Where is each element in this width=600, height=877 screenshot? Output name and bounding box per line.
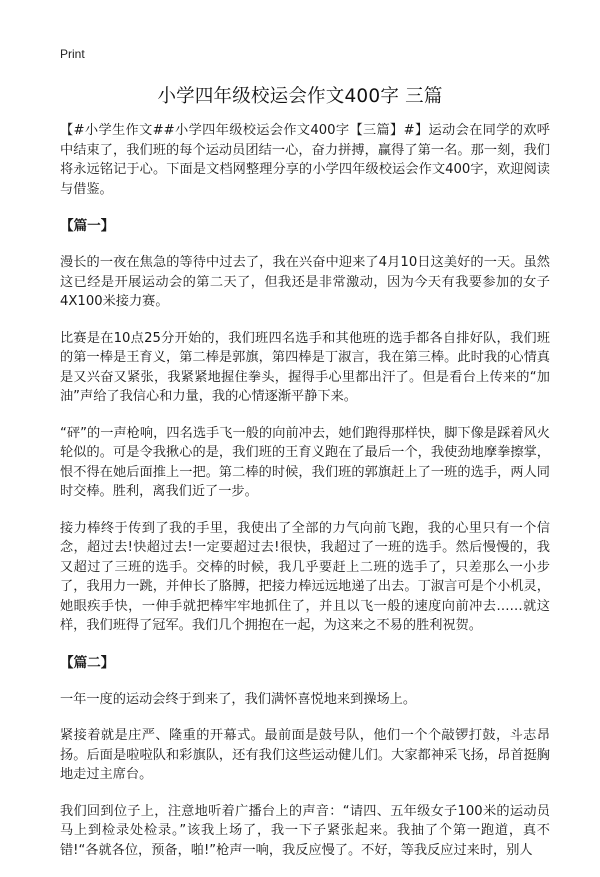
article-body <box>60 121 550 877</box>
intro-paragraph: 【#小学生作文##小学四年级校运会作文400字【三篇】#】运动会在同学的欢呼中结束了，我们班的每个运动员团结一心，奋力拼搏，赢得了第一名。那一刻，我们将永远铭记于心。下面是文档网整理分享的小学四年级校运会作文400字，欢迎阅读与借鉴。 <box>60 123 550 197</box>
section-1-paragraph-1: 漫长的一夜在焦急的等待中过去了，我在兴奋中迎来了4月10日这美好的一天。虽然这已经是开展运动会的第二天了，但我还是非常激动，因为今天有我要参加的女子4X100米接力赛。 <box>60 255 550 309</box>
section-1-paragraph-2: 比赛是在10点25分开始的，我们班四名选手和其他班的选手都各自排好队，我们班的第一棒是王育义，第二棒是郭旗，第四棒是丁淑言，我在第三棒。此时我的心情真是又兴奋又紧张，我紧紧地握住拳头，握得手心里都出汗了。但是看台上传来的“加油”声给了我信心和力量，我的心情逐渐平静下来。 <box>60 330 550 404</box>
section-2-paragraph-2: 紧接着就是庄严、隆重的开幕式。最前面是鼓号队，他们一个个敲锣打鼓，斗志昂扬。后面是啦啦队和彩旗队，还有我们这些运动健儿们。大家都神采飞扬，昂首挺胸地走过主席台。 <box>60 728 550 782</box>
print-link[interactable]: Print <box>60 47 85 61</box>
section-heading-1: 【篇一】 <box>60 218 115 234</box>
section-2-paragraph-3: 我们回到位子上，注意地听着广播台上的声音：“请四、五年级女子100米的运动员马上到检录处检录。”该我上场了，我一下子紧张起来。我抽了个第一跑道，真不错!“各就各位，预备，啪!”枪声一响，我反应慢了。不好，等我反应过来时，别人 <box>60 803 550 858</box>
section-heading-2: 【篇二】 <box>60 654 115 671</box>
section-2-paragraph-1: 一年一度的运动会终于到来了，我们满怀喜悦地来到操场上。 <box>60 691 417 707</box>
page-title: 小学四年级校运会作文400字 三篇 <box>157 86 443 107</box>
section-1-paragraph-3: “砰”的一声枪响，四名选手飞一般的向前冲去，她们跑得那样快，脚下像是踩着风火轮似的。可是令我揪心的是，我们班的王育义跑在了最后一个，我使劲地摩拳擦掌，恨不得在她后面推上一把。第二棒的时候，我们班的郭旗赶上了一班的选手，两人同时交棒。胜利，离我们近了一步。 <box>60 425 550 499</box>
section-1-paragraph-4: 接力棒终于传到了我的手里，我使出了全部的力气向前飞跑，我的心里只有一个信念，超过去!快超过去!一定要超过去!很快，我超过了一班的选手。然后慢慢的，我又超过了三班的选手。交棒的时候，我几乎要赶上二班的选手了，只差那么一小步了，我用力一跳，并伸长了胳膊，把接力棒远远地递了出去。丁淑言可是个小机灵，她眼疾手快，一伸手就把棒牢牢地抓住了，并且以飞一般的速度向前冲去……就这样，我们班得了冠军。我们几个拥抱在一起，为这来之不易的胜利祝贺。 <box>60 520 550 633</box>
